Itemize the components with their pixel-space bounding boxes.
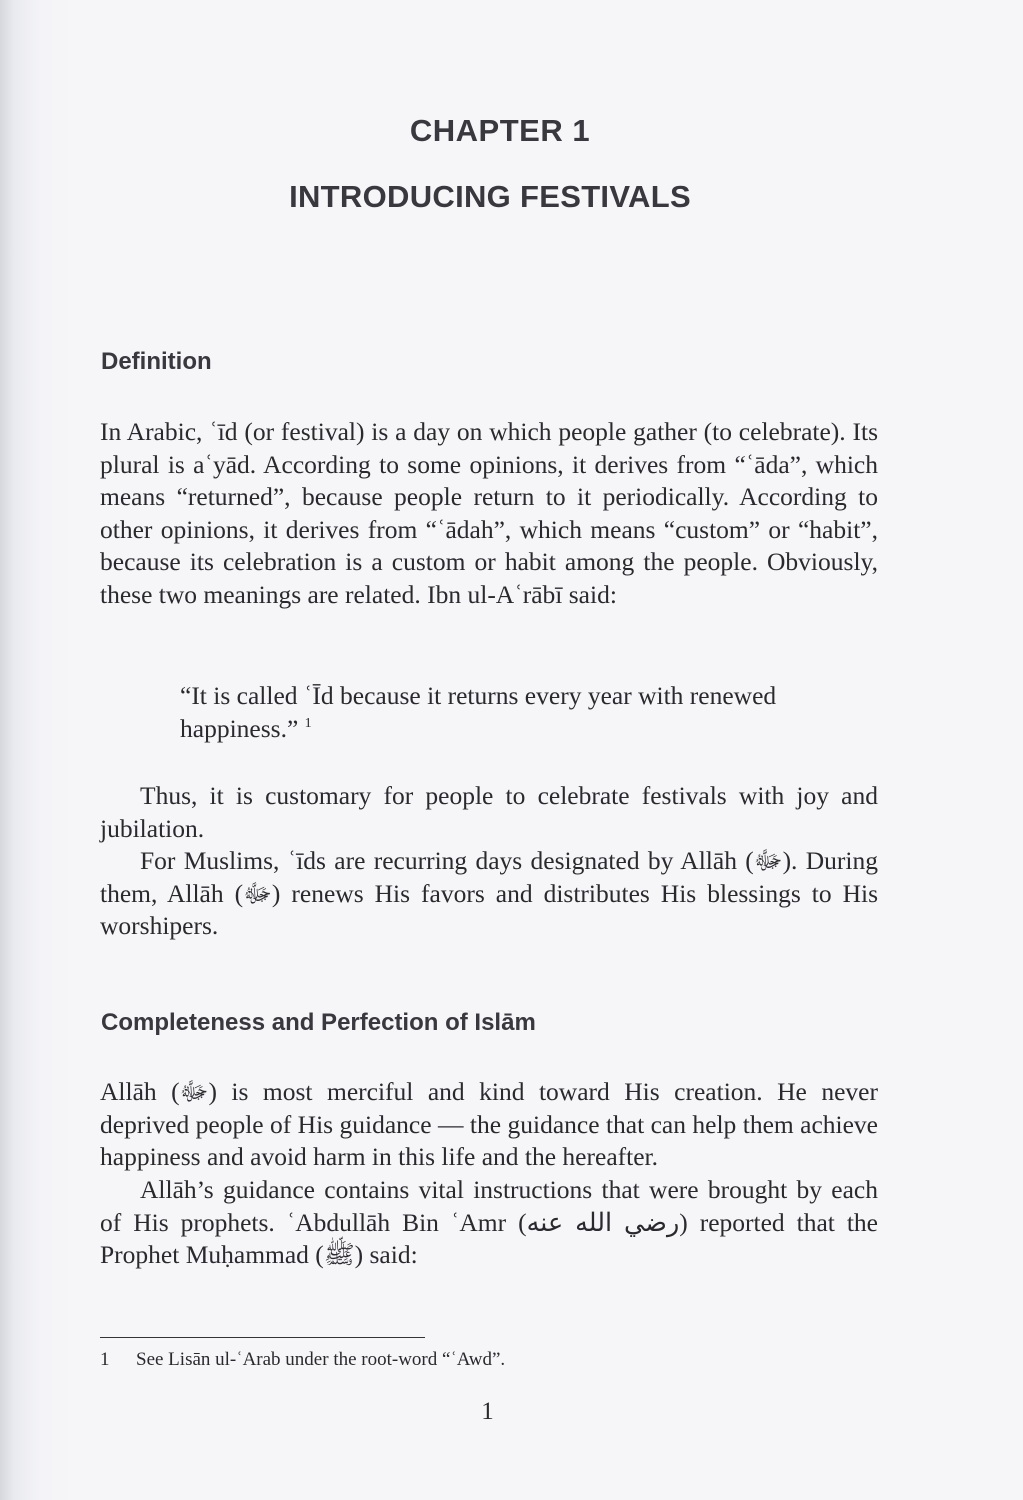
definition-paragraph: In Arabic, ʿīd (or festival) is a day on which people gather (to celebrate). Its plural is aʿyād. According to some opinions, it derives from “ʿāda”, which means “returned”, because people return to it periodically. According to other opinions, it derives from “ʿādah”, which means “custom” or “habit”, because its celebration is a custom or habit among the people. Obviously, these two meanings are related. Ibn ul-Aʿrābī said: [100, 417, 878, 609]
muslims-eids-paragraph: For Muslims, ʿīds are recurring days designated by Allāh (ﷻ). During them, Allāh (ﷻ) renews His favors and distributes His blessings to His worshipers. [100, 846, 878, 941]
footnote [100, 1349, 505, 1371]
ibn-arabi-quote [180, 680, 800, 745]
chapter-label: CHAPTER 1 [409, 113, 591, 148]
quote-text: “It is called ʿĪd because it returns every year with renewed happiness.” [180, 681, 777, 743]
allah-merciful-paragraph: Allāh (ﷻ) is most merciful and kind toward His creation. He never deprived people of His guidance — the guidance that can help them achieve happiness and avoid harm in this life and the hereafter. [100, 1077, 878, 1172]
guidance-paragraph: Allāh’s guidance contains vital instructions that were brought by each of His prophets. ʿAbdullāh Bin ʿAmr (رضي الله عنه) reported that the Prophet Muḥammad (ﷺ) said: [100, 1175, 878, 1270]
chapter-title: INTRODUCING FESTIVALS [289, 179, 691, 214]
footnote-divider [100, 1337, 425, 1338]
section-heading-completeness: Completeness and Perfection of Islām [101, 1009, 536, 1036]
footnote-number: 1 [100, 1349, 110, 1370]
footnote-ref: 1 [304, 715, 312, 731]
footnote-text: See Lisān ul-ʿArab under the root-word “ʿAwd”. [136, 1349, 506, 1370]
section-heading-definition: Definition [101, 348, 212, 375]
jubilation-paragraph: Thus, it is customary for people to celebrate festivals with joy and jubilation. [100, 781, 878, 843]
page-number: 1 [481, 1398, 494, 1425]
